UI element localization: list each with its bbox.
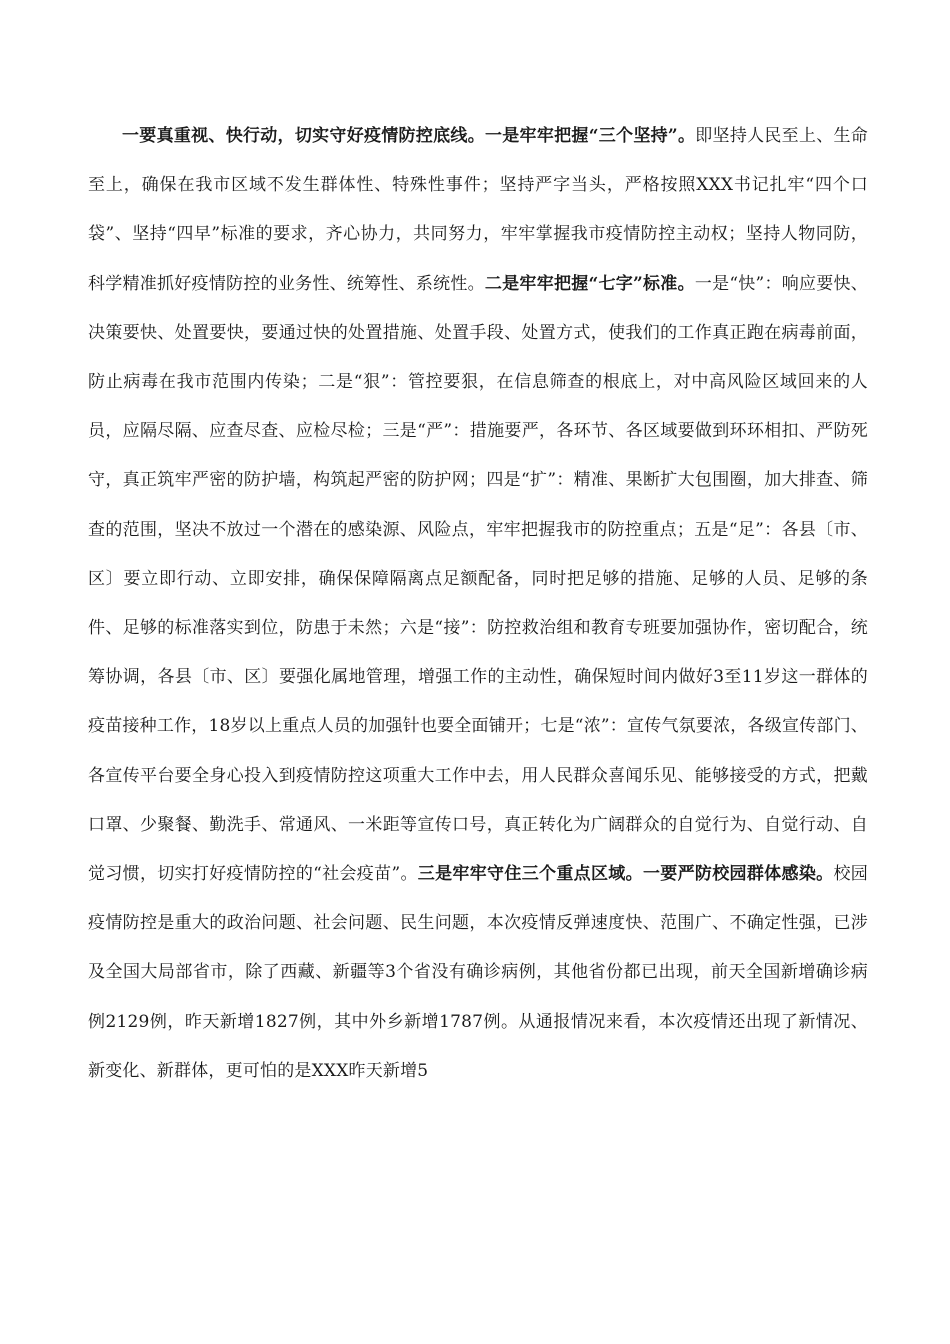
- heading-one: 一要真重视、快行动，切实守好疫情防控底线。: [122, 126, 485, 146]
- body-paragraph: [88, 112, 868, 1096]
- subheading-one: 一是牢牢把握“三个坚持”。: [484, 126, 696, 146]
- subheading-three: 三是牢牢守住三个重点区域。一要严防校园群体感染。: [417, 864, 834, 885]
- body-text-three: 校园疫情防控是重大的政治问题、社会问题、民生问题，本次疫情反弹速度快、范围广、不确定性强，已涉及全国大局部省市，除了西藏、新疆等3个省没有确诊病例，其他省份都已出现，前天全国新增确诊病例2129例，昨天新增1827例，其中外乡新增1787例。从通报情况来看，本次疫情还出现了新情况、新变化、新群体，更可怕的是XXX昨天新增5: [88, 864, 868, 1081]
- body-text-two: 一是“快”：响应要快、决策要快、处置要快，要通过快的处置措施、处置手段、处置方式，使我们的工作真正跑在病毒前面，防止病毒在我市范围内传染；二是“狠”：管控要狠，在信息筛查的根底上，对中高风险区域回来的人员，应隔尽隔、应查尽查、应检尽检；三是“严”：措施要严，各环节、各区域要做到环环相扣、严防死守，真正筑牢严密的防护墙，构筑起严密的防护网；四是“扩”：精准、果断扩大包围圈，加大排查、筛查的范围，坚决不放过一个潜在的感染源、风险点，牢牢把握我市的防控重点；五是“足”：各县〔市、区〕要立即行动、立即安排，确保保障隔离点足额配备，同时把足够的措施、足够的人员、足够的条件、足够的标准落实到位，防患于未然；六是“接”：防控救治组和教育专班要加强协作，密切配合，统筹协调，各县〔市、区〕要强化属地管理，增强工作的主动性，确保短时间内做好3至11岁这一群体的疫苗接种工作，18岁以上重点人员的加强针也要全面铺开；七是“浓”：宣传气氛要浓，各级宣传部门、各宣传平台要全身心投入到疫情防控这项重大工作中去，用人民群众喜闻乐见、能够接受的方式，把戴口罩、少聚餐、勤洗手、常通风、一米距等宣传口号，真正转化为广阔群众的自觉行为、自觉行动、自觉习惯，切实打好疫情防控的“社会疫苗”。: [88, 273, 868, 885]
- body-text-one: 即坚持人民至上、生命至上，确保在我市区域不发生群体性、特殊性事件；坚持严字当头，严格按照XXX书记扎牢“四个口袋”、坚持“四早”标准的要求，齐心协力，共同努力，牢牢掌握我市疫情防控主动权；坚持人物同防，科学精准抓好疫情防控的业务性、统筹性、系统性。: [88, 126, 869, 294]
- document-body: [88, 112, 868, 1096]
- subheading-two: 二是牢牢把握“七字”标准。: [484, 273, 695, 294]
